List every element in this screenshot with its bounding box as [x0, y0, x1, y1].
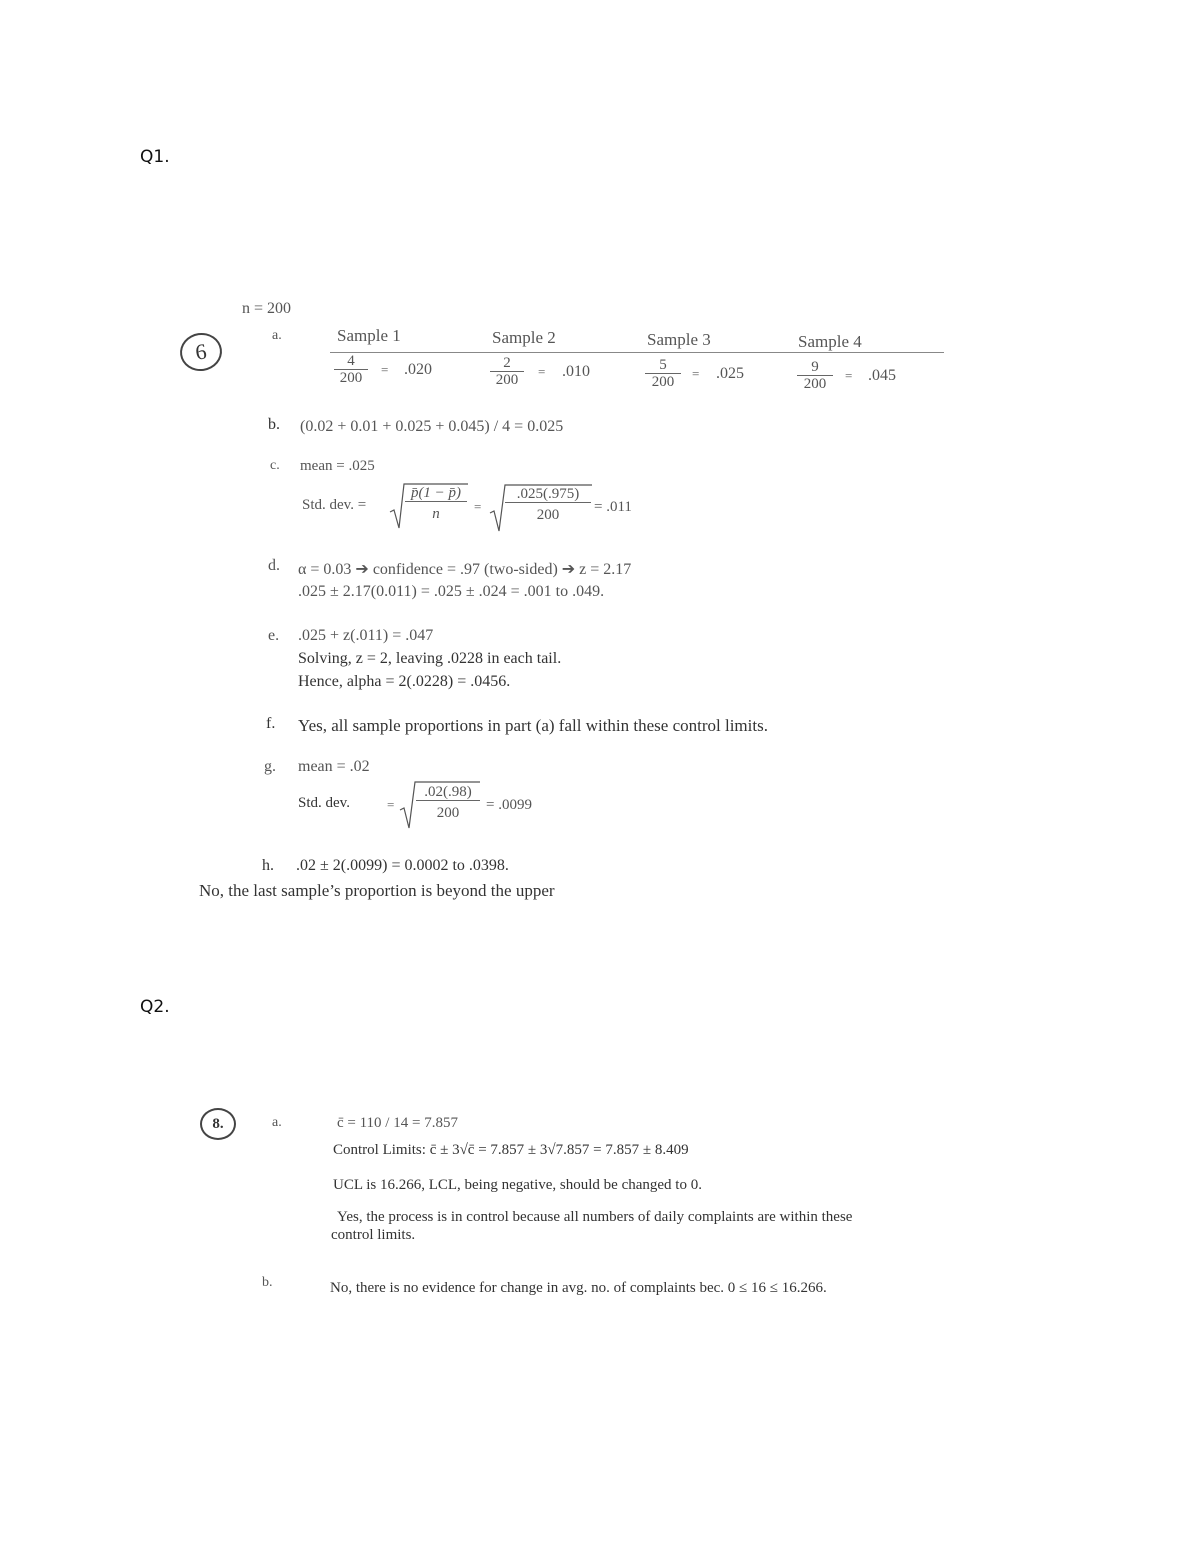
sample-3-fraction	[645, 357, 681, 391]
part-h-letter: h.	[262, 857, 274, 874]
sample-4-equals: =	[845, 368, 853, 383]
sample-1-fraction	[334, 353, 368, 387]
part-b-letter: b.	[268, 416, 280, 433]
part-g-letter: g.	[264, 758, 276, 775]
sample-3-denominator: 200	[651, 374, 675, 390]
q2-problem-number: 8.	[212, 1115, 224, 1132]
part-c-formula-denominator: n	[432, 506, 440, 522]
q2-part-a-line5: control limits.	[331, 1227, 416, 1243]
part-c-result: = .011	[594, 499, 632, 515]
part-h-line1: .02 ± 2(.0099) = 0.0002 to .0398.	[296, 857, 509, 874]
part-c-equals: =	[474, 499, 482, 514]
part-e-line1: .025 + z(.011) = .047	[298, 627, 434, 644]
q2-part-a-line4: Yes, the process is in control because all numbers of daily complaints are within these	[337, 1209, 853, 1225]
sample-2-numerator: 2	[490, 355, 524, 372]
part-g-value-fraction	[416, 784, 480, 825]
sample-2-fraction	[490, 355, 524, 389]
part-h-line2: No, the last sample’s proportion is beyond the upper	[199, 881, 555, 900]
part-e-letter: e.	[268, 627, 280, 644]
q2-control-limits-label: Control Limits:	[333, 1142, 426, 1158]
q2-problem-number-circle	[200, 1108, 236, 1140]
part-c-formula-numerator: p̄(1 − p̄)	[405, 485, 467, 502]
q2-part-b-text: No, there is no evidence for change in avg. no. of complaints bec. 0 ≤ 16 ≤ 16.266.	[330, 1280, 827, 1296]
q1-n-label: n = 200	[242, 300, 292, 317]
sample-2-equals: =	[538, 364, 546, 379]
sample-2-header: Sample 2	[492, 328, 556, 347]
part-b-text: (0.02 + 0.01 + 0.025 + 0.045) / 4 = 0.025	[300, 418, 564, 435]
sample-4-fraction	[797, 359, 833, 393]
sample-2-result: .010	[562, 363, 590, 380]
sample-2-denominator: 200	[495, 372, 519, 388]
part-g-equals: =	[387, 797, 395, 812]
part-c-value-numerator: .025(.975)	[505, 486, 591, 503]
part-g-std-label: Std. dev.	[298, 795, 350, 811]
q2-part-a-line3: UCL is 16.266, LCL, being negative, should be changed to 0.	[333, 1177, 702, 1193]
sample-1-header: Sample 1	[337, 326, 401, 345]
sample-3-numerator: 5	[645, 357, 681, 374]
part-c-value-denominator: 200	[536, 507, 560, 523]
part-g-value-numerator: .02(.98)	[416, 784, 480, 801]
q1-label: Q1.	[140, 147, 170, 167]
part-e-line2: Solving, z = 2, leaving .0228 in each tail.	[298, 650, 562, 667]
part-e-line3: Hence, alpha = 2(.0228) = .0456.	[298, 673, 511, 690]
part-f-letter: f.	[266, 715, 276, 732]
part-g-result: = .0099	[486, 797, 532, 813]
sample-3-equals: =	[692, 366, 700, 381]
q2-part-a-line1: c̄ = 110 / 14 = 7.857	[337, 1115, 458, 1131]
problem-number-circle	[178, 330, 225, 373]
sample-4-result: .045	[868, 367, 896, 384]
part-c-value-fraction	[505, 486, 591, 527]
part-c-mean: mean = .025	[300, 458, 375, 474]
q2-part-a-letter: a.	[272, 1115, 282, 1130]
sample-1-denominator: 200	[339, 370, 363, 386]
q2-control-limits-formula: c̄ ± 3√c̄ = 7.857 ± 3√7.857 = 7.857 ± 8.409	[429, 1142, 689, 1158]
sample-1-numerator: 4	[334, 353, 368, 370]
sample-4-header: Sample 4	[798, 332, 862, 351]
part-g-mean: mean = .02	[298, 758, 370, 775]
sample-4-denominator: 200	[803, 376, 827, 392]
sample-1-equals: =	[381, 362, 389, 377]
sample-4-numerator: 9	[797, 359, 833, 376]
sample-3-header: Sample 3	[647, 330, 711, 349]
part-g-value-denominator: 200	[436, 805, 460, 821]
part-c-formula-fraction	[405, 485, 467, 526]
part-f-text: Yes, all sample proportions in part (a) fall within these control limits.	[298, 716, 768, 735]
problem-number: 6	[193, 338, 209, 365]
q2-part-b-letter: b.	[262, 1275, 273, 1290]
sample-3-result: .025	[716, 365, 744, 382]
part-d-letter: d.	[268, 557, 280, 574]
q2-part-a-line2	[333, 1142, 689, 1159]
q2-label: Q2.	[140, 997, 170, 1017]
sample-header-underline	[330, 352, 944, 353]
part-c-std-label: Std. dev. =	[302, 497, 367, 513]
sample-1-result: .020	[404, 361, 432, 378]
part-d-line1: α = 0.03 ➔ confidence = .97 (two-sided) ➔ z = 2.17	[298, 561, 632, 578]
part-d-line2: .025 ± 2.17(0.011) = .025 ± .024 = .001 to .049.	[298, 583, 605, 600]
part-a-letter: a.	[272, 328, 282, 343]
part-c-letter: c.	[270, 458, 280, 473]
